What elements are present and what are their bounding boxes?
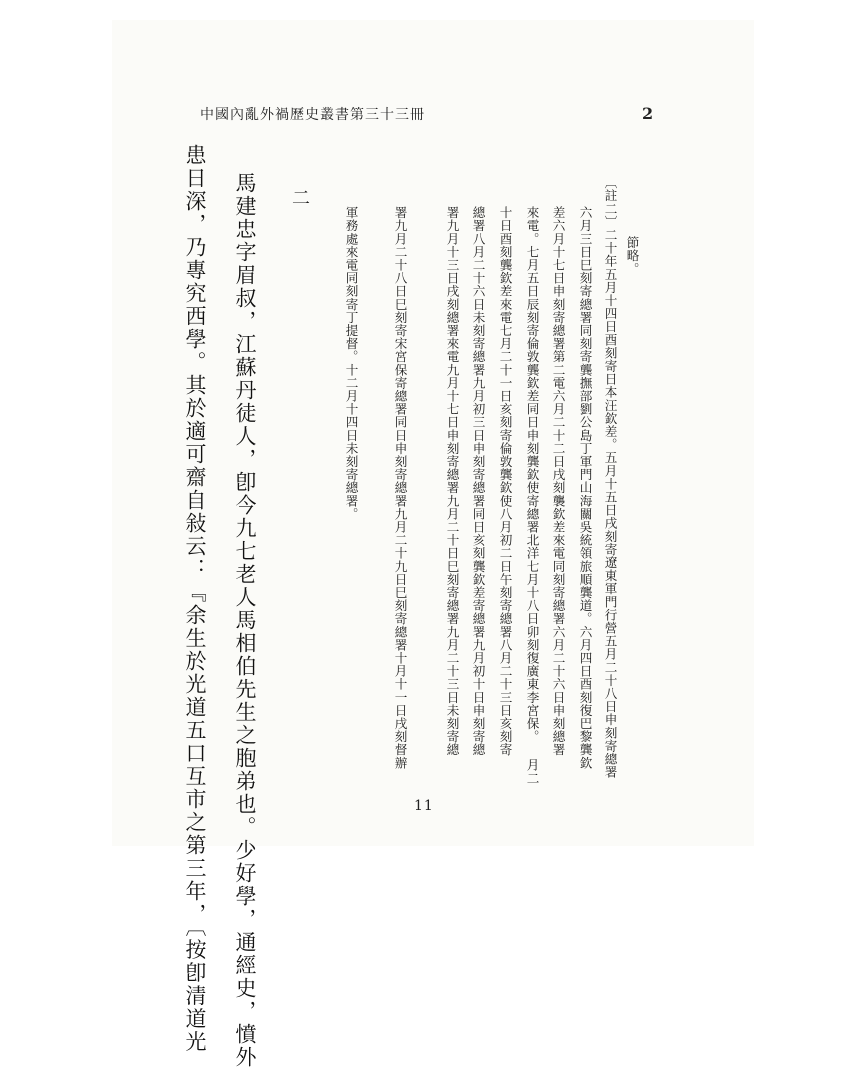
note-omitted: 節略。 xyxy=(624,236,640,276)
note-line-1: 〔註二〕二十年五月十四日酉刻寄日本汪欽差。五月十五日戌刻寄遼東軍門行營五月二十八日申刻寄總署 xyxy=(602,176,618,779)
note-line-2: 六月三日巳刻寄總署同刻寄龔撫部劉公島丁軍門山海關吳統領旅順龔道。六月四日酉刻復巴黎龔欽 xyxy=(577,206,593,770)
note-line-8: 署九月二十八日巳刻寄宋宮保寄總署同日申刻寄總署九月二十九日巳刻寄總署十月十一日戌刻督辦 xyxy=(392,206,408,770)
folio-number: 11 xyxy=(414,798,434,814)
body-line-1: 馬建忠字眉叔，江蘇丹徒人，卽今九七老人馬相伯先生之胞弟也。少好學，通經史，憤外 xyxy=(233,172,257,1069)
body-line-2: 患日深，乃專究西學。其於適可齋自敍云：『余生於光道五口互市之第三年，〔按卽清道光 xyxy=(183,144,207,1054)
book-page xyxy=(112,20,754,846)
note-line-6: 總署八月二十六日未刻寄總署九月初三日申刻寄總署同日亥刻龔欽差寄總署九月初十日申刻寄總 xyxy=(470,206,486,757)
note-line-9: 軍務處來電同刻寄丁提督。十二月十四日未刻寄總署。 xyxy=(343,206,359,521)
note-line-7: 署九月十三日戌刻總署來電九月十七日申刻寄總署九月二十日巳刻寄總署九月二十三日未刻寄總 xyxy=(444,206,460,757)
note-line-4: 來電。七月五日辰刻寄倫敦龔欽差同日申刻龔欽使寄總署北洋七月十八日卯刻復廣東李宮保。 月二 xyxy=(524,206,540,785)
note-line-5: 十日酉刻龔欽差來電七月二十一日亥刻寄倫敦龔欽使八月初二日午刻寄總署八月二十三日亥刻寄 xyxy=(497,206,513,757)
note-line-3: 差六月十七日申刻寄總署第二電六月二十二日戌刻襲欽差來電同刻寄總署六月二十六日申刻總署 xyxy=(550,206,566,757)
running-title: 中國內亂外禍歷史叢書第三十三冊 xyxy=(200,107,425,123)
page-number: 2 xyxy=(642,104,654,123)
section-number: 二 xyxy=(289,188,310,206)
